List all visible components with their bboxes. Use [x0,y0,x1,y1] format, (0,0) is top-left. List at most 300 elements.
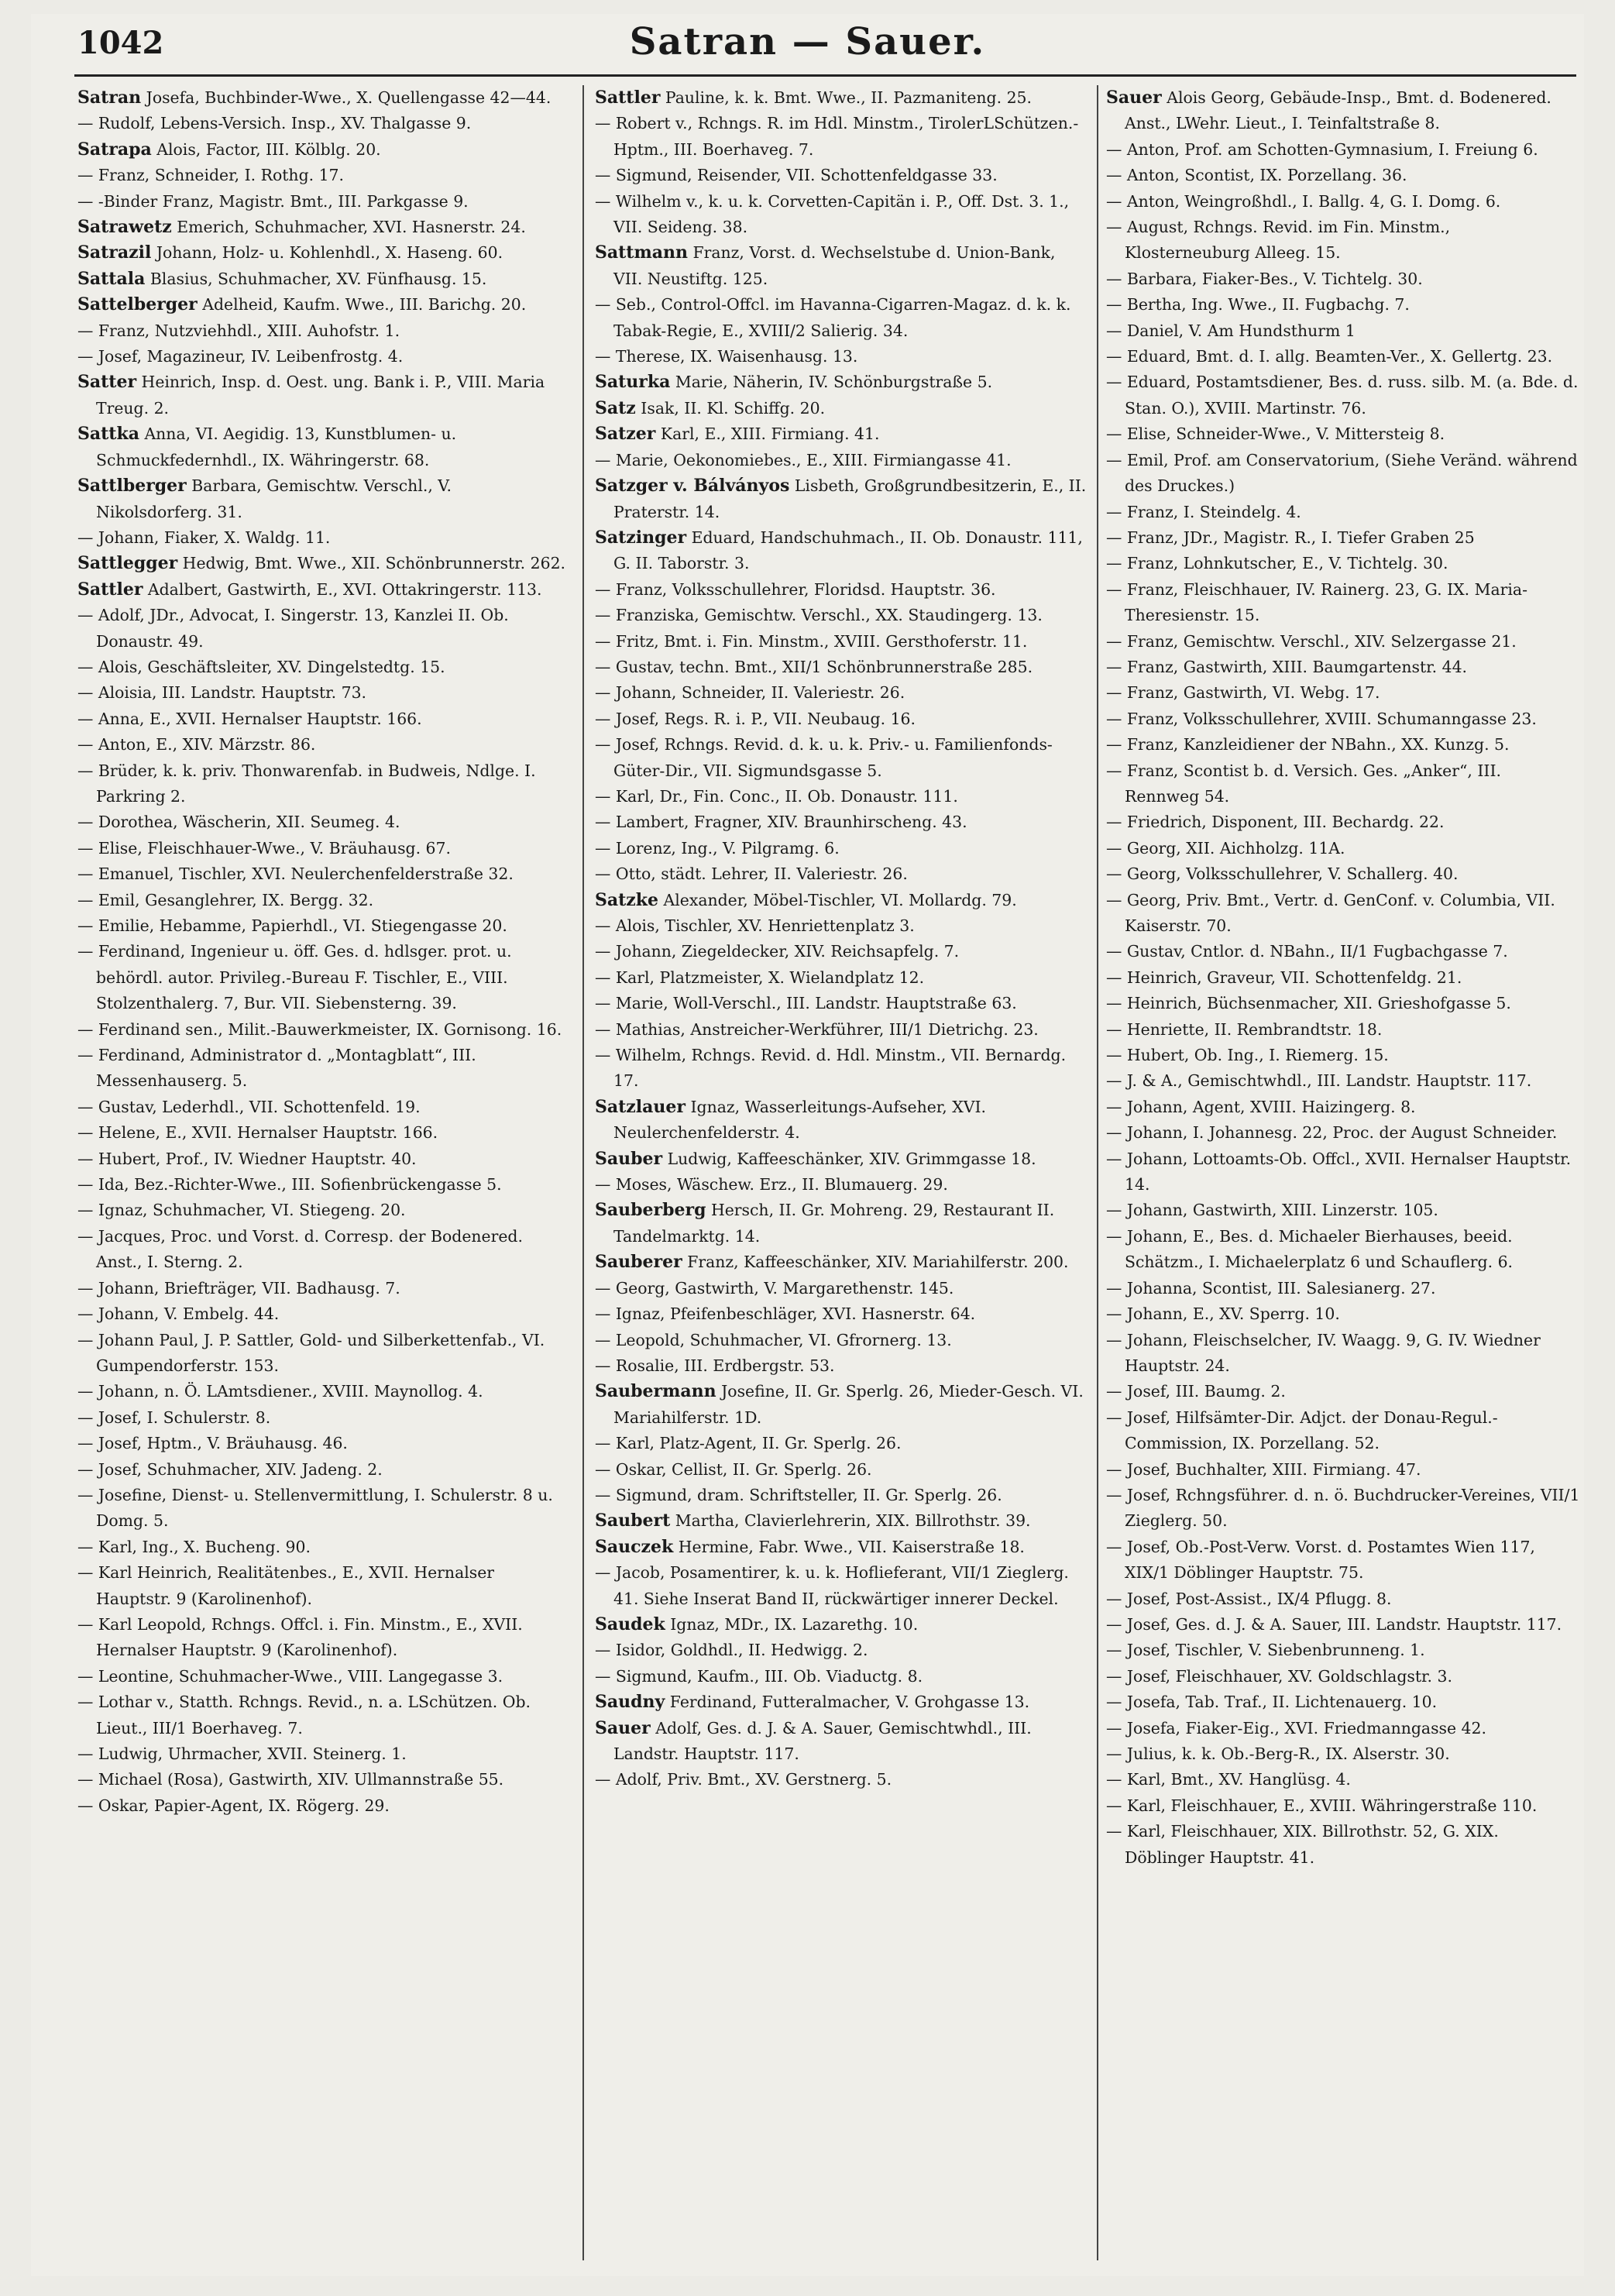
directory-entry [595,1249,1088,1275]
entry-surname: Sattler [77,579,143,600]
entry-text: — Elise, Fleischhauer-Wwe., V. Bräuhausg. 67. [77,838,451,858]
entry-text: — Henriette, II. Rembrandtstr. 18. [1106,1019,1383,1039]
directory-entry [77,163,570,188]
directory-entry [77,1095,570,1120]
entry-text: — Franz, Schneider, I. Rothg. 17. [77,166,345,185]
entry-text: — Georg, XII. Aichholzg. 11A. [1106,838,1345,858]
entry-text: Heinrich, Insp. d. Oest. ung. Bank i. P., VIII. Maria Treug. 2. [96,373,545,418]
entry-text: — Ignaz, Schuhmacher, VI. Stiegeng. 20. [77,1201,406,1220]
directory-entry [1106,1638,1580,1663]
directory-entry [77,680,570,706]
page-number: 1042 [77,25,164,61]
entry-text: Hermine, Fabr. Wwe., VII. Kaiserstraße 18. [678,1537,1025,1556]
directory-entry [595,965,1088,991]
entry-text: — Rudolf, Lebens-Versich. Insp., XV. Thalgasse 9. [77,114,472,133]
directory-entry [595,1017,1088,1043]
directory-entry [595,1043,1088,1095]
directory-entry [595,1198,1088,1249]
directory-entry [77,1483,570,1535]
page-header [31,14,1584,68]
column-divider [1097,85,1098,2260]
entry-text: — Josefine, Dienst- u. Stellenvermittlung, I. Schulerstr. 8 u. Domg. 5. [77,1485,553,1531]
directory-entry [1106,706,1580,732]
directory-entry [1106,1301,1580,1327]
directory-entry [77,266,570,292]
directory-entry [77,1224,570,1276]
directory-entry [1106,965,1580,991]
directory-entry [1106,369,1580,421]
directory-entry [595,1716,1088,1768]
directory-entry [595,292,1088,344]
directory-entry [595,1612,1088,1638]
directory-entry [595,396,1088,421]
directory-entry [1106,1535,1580,1586]
entry-text: — Johann, Gastwirth, XIII. Linzerstr. 105. [1106,1201,1438,1220]
entry-text: Anna, VI. Aegidig. 13, Kunstblumen- u. Schmuckfedernhdl., IX. Währingerstr. 68. [96,424,457,469]
directory-entry [77,189,570,215]
entry-surname: Sauczek [595,1536,674,1557]
directory-entry [595,732,1088,784]
entry-text: — Robert v., Rchngs. R. im Hdl. Minstm., TirolerLSchützen.-Hptm., III. Boerhaveg. 7. [595,114,1079,159]
entry-text: — Josef, Fleischhauer, XV. Goldschlagstr. 3. [1106,1666,1452,1686]
directory-entry [77,318,570,344]
directory-entry [77,1043,570,1095]
directory-entry [595,1689,1088,1715]
directory-entry [595,603,1088,628]
directory-entry [1106,1741,1580,1767]
entry-text: — Josefa, Tab. Traf., II. Lichtenauerg. 10. [1106,1693,1438,1712]
entry-text: — Anton, E., XIV. Märzstr. 86. [77,735,316,754]
directory-entry [595,240,1088,292]
entry-text: — Emanuel, Tischler, XVI. Neulerchenfelderstraße 32. [77,864,514,884]
entry-text: — August, Rchngs. Revid. im Fin. Minstm., Klosterneuburg Alleeg. 15. [1106,218,1451,263]
entry-surname: Sauer [595,1717,651,1738]
entry-text: — Johann, Schneider, II. Valeriestr. 26. [595,683,905,703]
entry-text: — Moses, Wäschew. Erz., II. Blumauerg. 29. [595,1175,948,1194]
directory-entry [77,1328,570,1380]
entry-surname: Sattlegger [77,553,178,574]
entry-surname: Sauer [1106,88,1162,108]
directory-entry [595,1431,1088,1456]
entry-text: — Heinrich, Graveur, VII. Schottenfeldg. 21. [1106,968,1462,987]
entry-text: — Sigmund, Kaufm., III. Ob. Viaductg. 8. [595,1666,923,1686]
entry-text: — Johann, Lottoamts-Ob. Offcl., XVII. Hernalser Hauptstr. 14. [1106,1149,1572,1194]
entry-text: Pauline, k. k. Bmt. Wwe., II. Pazmaniteng. 25. [665,88,1033,107]
entry-surname: Sattka [77,424,139,445]
directory-entry [1106,1224,1580,1276]
directory-entry [595,913,1088,939]
entry-text: — Oskar, Papier-Agent, IX. Rögerg. 29. [77,1796,390,1815]
directory-entry [77,1793,570,1819]
entry-text: — Georg, Priv. Bmt., Vertr. d. GenConf. v. Columbia, VII. Kaiserstr. 70. [1106,890,1555,935]
entry-text: — Alois, Tischler, XV. Henriettenplatz 3. [595,916,915,935]
directory-entry [1106,137,1580,163]
entry-text: — Hubert, Prof., IV. Wiedner Hauptstr. 40. [77,1149,417,1168]
entry-text: Alexander, Möbel-Tischler, VI. Mollardg. 79. [663,890,1017,909]
directory-entry [1106,861,1580,887]
directory-entry [595,861,1088,887]
entry-surname: Saubermann [595,1381,716,1402]
entry-text: Johann, Holz- u. Kohlenhdl., X. Haseng. 60. [156,243,503,263]
entry-text: — Adolf, Priv. Bmt., XV. Gerstnerg. 5. [595,1770,892,1789]
entry-text: — Georg, Gastwirth, V. Margarethenstr. 145. [595,1278,954,1298]
entry-text: — Johann, Ziegeldecker, XIV. Reichsapfelg. 7. [595,942,960,961]
directory-entry [1106,836,1580,861]
directory-entry [1106,292,1580,318]
directory-entry [595,991,1088,1016]
entry-text: — Eduard, Postamtsdiener, Bes. d. russ. silb. M. (a. Bde. d. Stan. O.), XVIII. Martinstr. 76. [1106,373,1579,418]
directory-entry [595,680,1088,706]
column-left [77,85,570,2262]
directory-entry [77,525,570,551]
directory-entry [1106,1276,1580,1301]
directory-entry [77,913,570,939]
entry-text: — Josef, Magazineur, IV. Leibenfrostg. 4. [77,347,404,366]
entry-text: — Johann, Briefträger, VII. Badhausg. 7. [77,1278,400,1298]
directory-entry [1106,1043,1580,1068]
entry-text: — Daniel, V. Am Hundsthurm 1 [1106,321,1356,340]
entry-text: — Wilhelm v., k. u. k. Corvetten-Capitän i. P., Off. Dst. 3. 1., VII. Seideng. 38. [595,191,1070,237]
directory-entry [77,1146,570,1172]
entry-text: Emerich, Schuhmacher, XVI. Hasnerstr. 24. [177,218,526,237]
column-right [1106,85,1580,2262]
entry-surname: Saubert [595,1511,671,1531]
entry-text: — Josef, Hilfsämter-Dir. Adjct. der Donau-Regul.-Commission, IX. Porzellang. 52. [1106,1408,1498,1453]
entry-text: Josefa, Buchbinder-Wwe., X. Quellengasse 42—44. [146,88,552,107]
entry-text: Martha, Clavierlehrerin, XIX. Billrothstr. 39. [675,1511,1031,1531]
entry-text: — Josef, Regs. R. i. P., VII. Neubaug. 16. [595,709,916,728]
directory-entry [77,1017,570,1043]
directory-entry [595,1172,1088,1198]
entry-text: — Lorenz, Ing., V. Pilgramg. 6. [595,838,840,858]
entry-text: Adelheid, Kaufm. Wwe., III. Barichg. 20. [202,295,527,314]
directory-entry [1106,500,1580,525]
entry-text: — Marie, Oekonomiebes., E., XIII. Firmiangasse 41. [595,450,1012,469]
directory-entry [77,292,570,318]
directory-entry [595,111,1088,163]
directory-entry [77,603,570,655]
directory-entry [1106,1068,1580,1094]
directory-entry [77,1120,570,1146]
entry-text: — Ludwig, Uhrmacher, XVII. Steinerg. 1. [77,1744,407,1763]
entry-text: Barbara, Gemischtw. Verschl., V. Nikolsdorferg. 31. [96,476,452,521]
directory-entry [1106,525,1580,551]
directory-entry [595,1560,1088,1612]
entry-text: — Johann, Fiaker, X. Waldg. 11. [77,528,331,547]
entry-text: — Lambert, Fragner, XIV. Braunhirscheng. 43. [595,813,967,832]
entry-text: — Anton, Weingroßhdl., I. Ballg. 4, G. I. Domg. 6. [1106,191,1501,211]
directory-entry [595,344,1088,369]
entry-text: — Franziska, Gemischtw. Verschl., XX. Staudingerg. 13. [595,606,1043,625]
directory-entry [1106,1379,1580,1404]
entry-text: Marie, Näherin, IV. Schönburgstraße 5. [675,373,993,392]
directory-entry [1106,888,1580,940]
entry-text: — Franz, I. Steindelg. 4. [1106,502,1301,521]
entry-text: — Franz, Kanzleidiener der NBahn., XX. Kunzg. 5. [1106,735,1510,754]
directory-entry [595,655,1088,680]
entry-text: — Karl Heinrich, Realitätenbes., E., XVII. Hernalser Hauptstr. 9 (Karolinenhof). [77,1563,495,1608]
directory-entry [1106,85,1580,137]
directory-entry [595,1535,1088,1560]
directory-entry [595,1664,1088,1689]
directory-entry [595,189,1088,241]
directory-entry [595,473,1088,525]
directory-entry [1106,1146,1580,1198]
entry-text: Franz, Kaffeeschänker, XIV. Mariahilferstr. 200. [687,1253,1069,1272]
entry-text: Ignaz, Wasserleitungs-Aufseher, XVI. Neulerchenfelderstr. 4. [613,1097,987,1143]
directory-page [31,14,1584,2276]
directory-entry [595,629,1088,655]
entry-text: — Rosalie, III. Erdbergstr. 53. [595,1356,835,1375]
entry-text: — Franz, Volksschullehrer, XVIII. Schumanngasse 23. [1106,709,1537,728]
directory-entry [1106,344,1580,369]
directory-entry [1106,1793,1580,1819]
directory-entry [1106,732,1580,758]
entry-text: — Franz, Scontist b. d. Versich. Ges. „Anker“, III. Rennweg 54. [1106,761,1502,806]
directory-entry [77,1560,570,1612]
entry-text: — Barbara, Fiaker-Bes., V. Tichtelg. 30. [1106,269,1423,288]
entry-surname: Satran [77,88,142,108]
entry-surname: Saudek [595,1614,665,1634]
directory-entry [595,85,1088,111]
entry-surname: Sattler [595,88,661,108]
entry-text: — Emilie, Hebamme, Papierhdl., VI. Stiegengasse 20. [77,916,507,935]
entry-text: — Eduard, Bmt. d. I. allg. Beamten-Ver., X. Gellertg. 23. [1106,347,1553,366]
entry-text: Adolf, Ges. d. J. & A. Sauer, Gemischtwhdl., III. Landstr. Hauptstr. 117. [613,1718,1032,1763]
entry-text: — Hubert, Ob. Ing., I. Riemerg. 15. [1106,1046,1389,1065]
directory-entry [1106,1095,1580,1120]
directory-entry [77,1457,570,1483]
entry-text: Ignaz, MDr., IX. Lazarethg. 10. [670,1614,919,1634]
entry-text: — Ida, Bez.-Richter-Wwe., III. Sofienbrückengasse 5. [77,1175,502,1194]
entry-surname: Satrawetz [77,217,172,238]
entry-text: — Sigmund, dram. Schriftsteller, II. Gr. Sperlg. 26. [595,1485,1002,1504]
directory-entry [1106,1819,1580,1871]
directory-entry [595,1301,1088,1327]
entry-text: — Julius, k. k. Ob.-Berg-R., IX. Alserstr. 30. [1106,1744,1450,1763]
entry-text: — Ferdinand sen., Milit.-Bauwerkmeister, IX. Gornisong. 16. [77,1019,562,1039]
entry-surname: Sattlberger [77,476,187,497]
directory-entry [1106,939,1580,964]
directory-entry [595,163,1088,188]
entry-text: — Josef, Ob.-Post-Verw. Vorst. d. Postamtes Wien 117, XIX/1 Döblinger Hauptstr. 75. [1106,1537,1535,1583]
entry-text: — Heinrich, Büchsenmacher, XII. Grieshofgasse 5. [1106,994,1511,1013]
entry-text: — Fritz, Bmt. i. Fin. Minstm., XVIII. Gersthoferstr. 11. [595,631,1028,651]
directory-entry [77,1379,570,1404]
entry-text: — Franz, JDr., Magistr. R., I. Tiefer Graben 25 [1106,528,1475,547]
entry-text: — Wilhelm, Rchngs. Revid. d. Hdl. Minstm., VII. Bernardg. 17. [595,1046,1067,1091]
entry-text: — Karl, Dr., Fin. Conc., II. Ob. Donaustr. 111. [595,786,958,806]
directory-entry [1106,680,1580,706]
entry-surname: Sattelberger [77,294,198,315]
directory-entry [77,1664,570,1689]
entry-text: — Leontine, Schuhmacher-Wwe., VIII. Langegasse 3. [77,1666,503,1686]
directory-entry [77,1198,570,1223]
entry-text: — Josef, Rchngs. Revid. d. k. u. k. Priv.- u. Familienfonds-Güter-Dir., VII. Sigmundsgasse 5. [595,735,1053,780]
entry-text: — Karl, Platzmeister, X. Wielandplatz 12. [595,968,925,987]
directory-entry [77,809,570,835]
directory-entry [595,888,1088,913]
entry-text: — Alois, Geschäftsleiter, XV. Dingelstedtg. 15. [77,657,445,676]
directory-entry [77,215,570,240]
directory-entry [1106,1405,1580,1457]
page-title: Satran — Sauer. [629,20,986,64]
directory-entry [77,344,570,369]
directory-entry [1106,1120,1580,1146]
entry-text: — Georg, Volksschullehrer, V. Schallerg. 40. [1106,864,1459,884]
directory-entry [77,758,570,810]
entry-text: — Johann, n. Ö. LAmtsdiener., XVIII. Maynollog. 4. [77,1382,483,1401]
directory-entry [77,473,570,525]
entry-text: — Josef, Rchngsführer. d. n. ö. Buchdrucker-Vereines, VII/1 Zieglerg. 50. [1106,1485,1580,1531]
entry-text: Franz, Vorst. d. Wechselstube d. Union-Bank, VII. Neustiftg. 125. [613,243,1056,288]
entry-text: — Franz, Gemischtw. Verschl., XIV. Selzergasse 21. [1106,631,1517,651]
header-rule [74,74,1576,77]
entry-surname: Satzer [595,424,656,445]
entry-surname: Satzger v. Bálványos [595,476,790,497]
entry-surname: Sattmann [595,242,688,263]
entry-surname: Satz [595,397,636,418]
column-middle [595,85,1088,2262]
directory-entry [77,1689,570,1741]
entry-text: — Josefa, Fiaker-Eig., XVI. Friedmanngasse 42. [1106,1718,1486,1737]
entry-text: — Johann Paul, J. P. Sattler, Gold- und Silberkettenfab., VI. Gumpendorferstr. 153. [77,1330,545,1375]
entry-surname: Sattala [77,268,146,289]
entry-text: — Ignaz, Pfeifenbeschläger, XVI. Hasnerstr. 64. [595,1304,976,1324]
entry-text: — Josef, Ges. d. J. & A. Sauer, III. Landstr. Hauptstr. 117. [1106,1614,1562,1634]
directory-entry [595,1638,1088,1663]
directory-entry [1106,1612,1580,1638]
entry-surname: Sauberberg [595,1200,706,1221]
entry-text: — Friedrich, Disponent, III. Bechardg. 22. [1106,813,1445,832]
directory-entry [77,836,570,861]
directory-entry [1106,1198,1580,1223]
entry-text: — Lothar v., Statth. Rchngs. Revid., n. a. LSchützen. Ob. Lieut., III/1 Boerhaveg. 7. [77,1693,531,1737]
directory-entry [1106,1457,1580,1483]
directory-entry [1106,1483,1580,1535]
directory-entry [1106,448,1580,500]
entry-text: — Brüder, k. k. priv. Thonwarenfab. in Budweis, Ndlge. I. Parkring 2. [77,761,536,806]
entry-text: — Ferdinand, Administrator d. „Montagblatt“, III. Messenhauserg. 5. [77,1046,476,1091]
directory-entry [77,1612,570,1664]
entry-text: — Franz, Fleischhauer, IV. Rainerg. 23, G. IX. Maria-Theresienstr. 15. [1106,579,1527,625]
directory-entry [595,939,1088,964]
directory-entry [1106,163,1580,188]
entry-text: Karl, E., XIII. Firmiang. 41. [660,424,880,444]
entry-text: Lisbeth, Großgrundbesitzerin, E., II. Praterstr. 14. [613,476,1087,521]
directory-entry [1106,215,1580,266]
entry-text: — Dorothea, Wäscherin, XII. Seumeg. 4. [77,813,400,832]
entry-text: Adalbert, Gastwirth, E., XVI. Ottakringerstr. 113. [147,579,542,599]
entry-text: — Karl, Fleischhauer, E., XVIII. Währingerstraße 110. [1106,1796,1538,1815]
directory-entry [77,577,570,603]
entry-text: Isak, II. Kl. Schiffg. 20. [641,398,826,418]
entry-text: — Gustav, Lederhdl., VII. Schottenfeld. 19. [77,1097,421,1116]
entry-text: — Karl, Ing., X. Bucheng. 90. [77,1537,311,1556]
entry-text: — Franz, Nutzviehhdl., XIII. Auhofstr. 1. [77,321,400,340]
directory-entry [77,939,570,1016]
directory-entry [77,1741,570,1767]
entry-surname: Saturka [595,372,671,393]
directory-entry [1106,758,1580,810]
directory-entry [77,85,570,111]
directory-entry [77,1405,570,1431]
directory-entry [77,421,570,473]
entry-text: — Franz, Gastwirth, XIII. Baumgartenstr. 44. [1106,657,1468,676]
entry-text: — Aloisia, III. Landstr. Hauptstr. 73. [77,683,367,703]
entry-text: — Karl Leopold, Rchngs. Offcl. i. Fin. Minstm., E., XVII. Hernalser Hauptstr. 9 (Karolinenhof). [77,1614,523,1660]
entry-surname: Satter [77,372,137,393]
entry-text: Alois, Factor, III. Kölblg. 20. [156,139,381,159]
directory-entry [1106,1689,1580,1715]
directory-entry [77,1535,570,1560]
directory-entry [1106,1017,1580,1043]
directory-entry [77,1301,570,1327]
directory-entry [77,1172,570,1198]
entry-surname: Satzlauer [595,1096,686,1117]
entry-surname: Satrapa [77,139,152,160]
entry-text: — Franz, Volksschullehrer, Floridsd. Hauptstr. 36. [595,579,996,599]
directory-entry [595,1508,1088,1534]
entry-text: — Otto, städt. Lehrer, II. Valeriestr. 26. [595,864,908,884]
entry-text: — Johann, E., XV. Sperrg. 10. [1106,1304,1340,1324]
directory-entry [77,111,570,136]
directory-entry [77,551,570,576]
entry-text: Ludwig, Kaffeeschänker, XIV. Grimmgasse 18. [667,1149,1036,1168]
entry-text: — Karl, Fleischhauer, XIX. Billrothstr. 52, G. XIX. Döblinger Hauptstr. 41. [1106,1822,1499,1867]
directory-entry [595,1146,1088,1172]
entry-text: — Leopold, Schuhmacher, VI. Gfrornerg. 13. [595,1330,952,1349]
entry-text: — Josef, I. Schulerstr. 8. [77,1408,271,1427]
entry-text: — Marie, Woll-Verschl., III. Landstr. Hauptstraße 63. [595,994,1017,1013]
entry-text: Alois Georg, Gebäude-Insp., Bmt. d. Bodenered. Anst., LWehr. Lieut., I. Teinfaltstraße 8. [1125,88,1551,133]
entry-text: — Josef, III. Baumg. 2. [1106,1382,1286,1401]
directory-entry [1106,577,1580,629]
directory-entry [77,655,570,680]
directory-entry [595,706,1088,732]
directory-entry [1106,809,1580,835]
entry-text: — Anton, Prof. am Schotten-Gymnasium, I. Freiung 6. [1106,139,1538,159]
directory-entry [595,421,1088,447]
column-divider [582,85,584,2260]
directory-entry [1106,266,1580,292]
entry-text: — Therese, IX. Waisenhausg. 13. [595,347,858,366]
entry-text: — Karl, Platz-Agent, II. Gr. Sperlg. 26. [595,1434,902,1453]
directory-entry [595,1095,1088,1146]
directory-entry [595,1483,1088,1508]
entry-text: — Mathias, Anstreicher-Werkführer, III/1 Dietrichg. 23. [595,1019,1039,1039]
directory-entry [77,706,570,732]
entry-text: — Johann, E., Bes. d. Michaeler Bierhauses, beeid. Schätzm., I. Michaelerplatz 6 und Schauflerg. 6. [1106,1226,1514,1272]
entry-text: — Johann, Agent, XVIII. Haizingerg. 8. [1106,1097,1416,1116]
directory-entry [1106,189,1580,215]
entry-text: — Johanna, Scontist, III. Salesianerg. 27. [1106,1278,1436,1298]
directory-entry [77,1431,570,1456]
entry-surname: Sauberer [595,1252,682,1273]
entry-text: Eduard, Handschuhmach., II. Ob. Donaustr. 111, G. II. Taborstr. 3. [613,528,1083,573]
entry-text: — Josef, Buchhalter, XIII. Firmiang. 47. [1106,1459,1421,1479]
entry-text: Ferdinand, Futteralmacher, V. Grohgasse 13. [669,1693,1030,1712]
entry-text: Blasius, Schuhmacher, XV. Fünfhausg. 15. [149,269,487,288]
directory-entry [595,525,1088,577]
directory-entry [1106,1328,1580,1380]
entry-text: — Ferdinand, Ingenieur u. öff. Ges. d. hdlsger. prot. u. behördl. autor. Privileg.-Bureau F. Tischler, E., VIII. Stolzenthalerg. 7, Bur. VII. Siebensterng. 39. [77,942,512,1013]
entry-text: Hedwig, Bmt. Wwe., XII. Schönbrunnerstr. 262. [182,554,566,573]
entry-text: — Anna, E., XVII. Hernalser Hauptstr. 166. [77,709,422,728]
directory-entry [1106,318,1580,344]
entry-text: — Emil, Gesanglehrer, IX. Bergg. 32. [77,890,374,909]
directory-entry [77,861,570,887]
